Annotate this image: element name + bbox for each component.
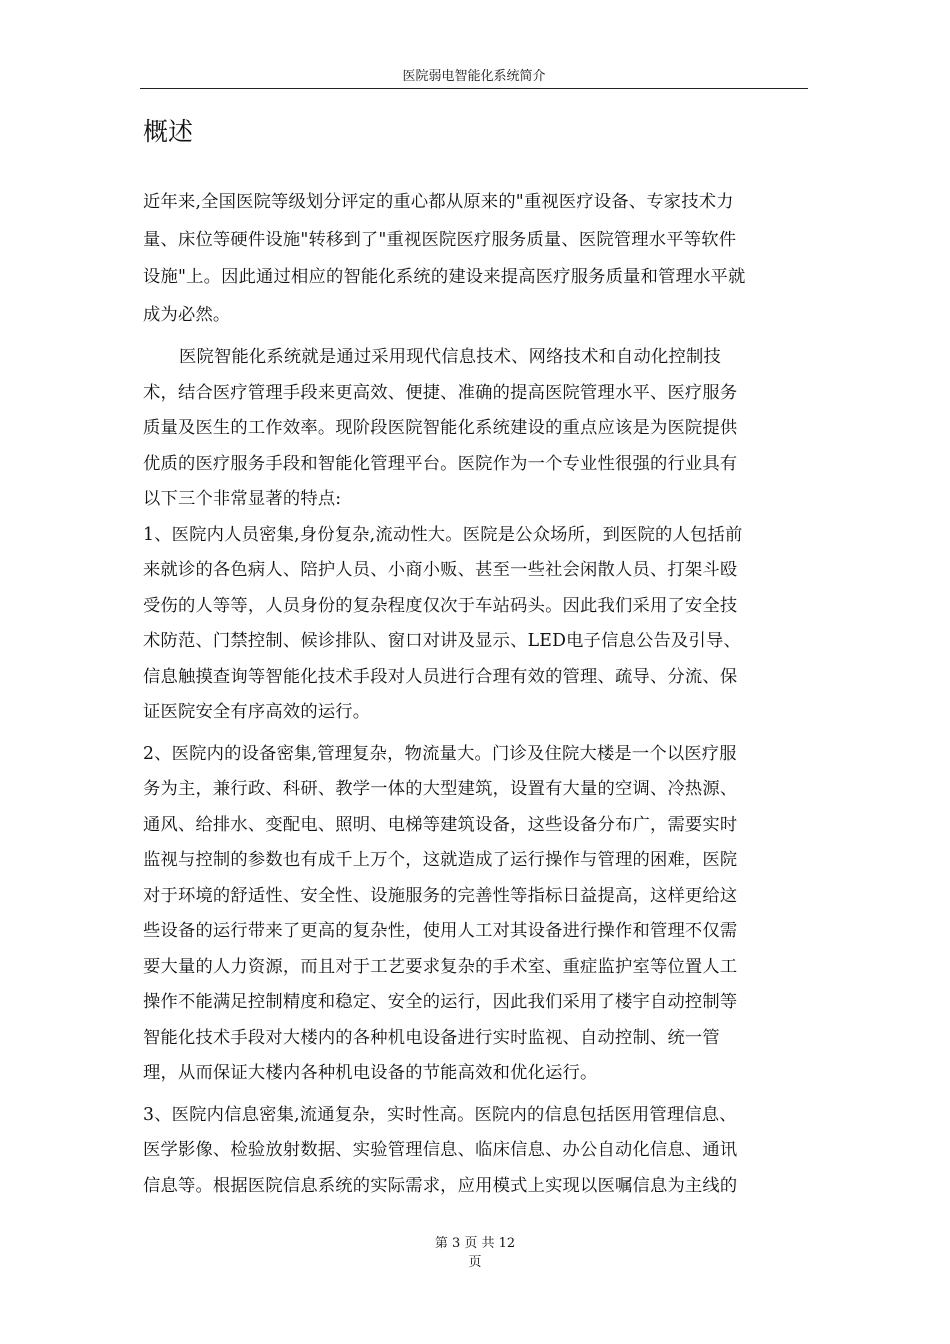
- text-line: 理，从而保证大楼内各种机电设备的节能高效和优化运行。: [143, 1063, 598, 1083]
- text-line: 来就诊的各色病人、陪护人员、小商小贩、甚至一些社会闲散人员、打架斗殴: [143, 560, 738, 580]
- text-line: 1、医院内人员密集,身份复杂,流动性大。医院是公众场所，到医院的人包括前: [143, 524, 743, 545]
- text-line: 信息等。根据医院信息系统的实际需求，应用模式上实现以医嘱信息为主线的: [143, 1175, 738, 1196]
- paragraph-intro: [143, 184, 813, 334]
- paragraph-definition: [143, 340, 813, 518]
- text-line: 近年来,全国医院等级划分评定的重心都从原来的"重视医疗设备、专家技术力: [143, 192, 734, 212]
- page-title: 概述: [143, 117, 194, 146]
- page-number-line: 第 3 页 共 12: [434, 1236, 516, 1251]
- page-header: [140, 68, 808, 89]
- text-line: 通风、给排水、变配电、照明、电梯等建筑设备，这些设备分布广，需要实时: [143, 814, 738, 835]
- text-line: 要大量的人力资源，而且对于工艺要求复杂的手术室、重症监护室等位置人工: [143, 956, 738, 977]
- text-line: 优质的医疗服务手段和智能化管理平台。医院作为一个专业性很强的行业具有: [143, 453, 738, 474]
- text-line: 医院智能化系统就是通过采用现代信息技术、网络技术和自动化控制技: [179, 347, 721, 367]
- header-text: 医院弱电智能化系统简介: [402, 69, 546, 84]
- text-line: 些设备的运行带来了更高的复杂性，使用人工对其设备进行操作和管理不仅需: [143, 921, 738, 941]
- text-line: 以下三个非常显著的特点:: [143, 489, 342, 509]
- text-line: 成为必然。: [143, 304, 231, 325]
- text-line: 质量及医生的工作效率。现阶段医院智能化系统建设的重点应该是为医院提供: [143, 418, 738, 438]
- text-line: 证医院安全有序高效的运行。: [143, 702, 371, 722]
- text-line: 医学影像、检验放射数据、实验管理信息、临床信息、办公自动化信息、通讯: [143, 1140, 738, 1160]
- text-line: 务为主，兼行政、科研、教学一体的大型建筑，设置有大量的空调、冷热源、: [143, 779, 738, 799]
- page-number-suffix: 页: [468, 1255, 482, 1270]
- text-line: 2、医院内的设备密集,管理复杂，物流量大。门诊及住院大楼是一个以医疗服: [143, 743, 737, 764]
- text-line: 信息触摸查询等智能化技术手段对人员进行合理有效的管理、疏导、分流、保: [143, 666, 738, 687]
- paragraph-point-1: [143, 518, 813, 731]
- paragraph-point-3: [143, 1098, 813, 1205]
- text-line: 设施"上。因此通过相应的智能化系统的建设来提高医疗服务质量和管理水平就: [143, 267, 746, 287]
- text-line: 监视与控制的参数也有成千上万个，这就造成了运行操作与管理的困难，医院: [143, 850, 738, 870]
- text-line: 量、床位等硬件设施"转移到了"重视医院医疗服务质量、医院管理水平等软件: [143, 229, 737, 250]
- text-line: 智能化技术手段对大楼内的各种机电设备进行实时监视、自动控制、统一管: [143, 1027, 720, 1048]
- paragraph-point-2: [143, 737, 813, 1092]
- page-footer: [0, 1234, 950, 1272]
- text-line: 对于环境的舒适性、安全性、设施服务的完善性等指标日益提高，这样更给这: [143, 885, 738, 906]
- text-line: 术，结合医疗管理手段来更高效、便捷、准确的提高医院管理水平、医疗服务: [143, 382, 738, 403]
- text-line: 受伤的人等等，人员身份的复杂程度仅次于车站码头。因此我们采用了安全技: [143, 595, 738, 616]
- text-line: 3、医院内信息密集,流通复杂，实时性高。医院内的信息包括医用管理信息、: [143, 1104, 737, 1125]
- text-line: 术防范、门禁控制、候诊排队、窗口对讲及显示、LED电子信息公告及引导、: [143, 631, 741, 651]
- text-line: 操作不能满足控制精度和稳定、安全的运行，因此我们采用了楼宇自动控制等: [143, 992, 738, 1012]
- document-body: [143, 184, 813, 1204]
